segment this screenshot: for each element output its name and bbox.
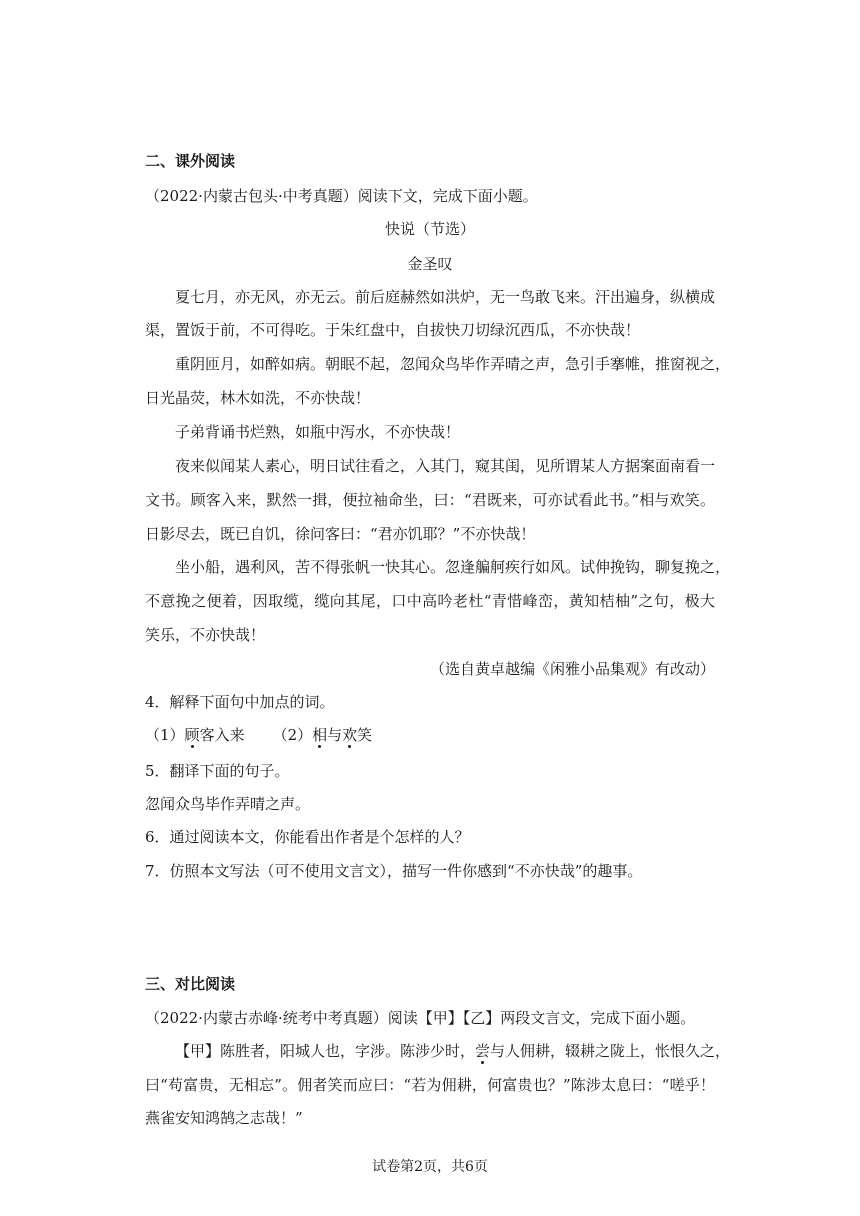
question-5: 5．翻译下面的句子。 — [145, 762, 290, 780]
section-heading-comparison: 三、对比阅读 — [145, 975, 236, 993]
item-number: （2） — [272, 726, 313, 744]
paragraph-line: 笑乐，不亦快哉！ — [145, 626, 266, 644]
paragraph-line — [145, 1041, 731, 1061]
question-6: 6．通过阅读本文，你能看出作者是个怎样的人？ — [145, 828, 470, 846]
page-footer: 试卷第2页，共6页 — [372, 1159, 488, 1175]
paragraph-line: 日光晶荧，林木如洗，不亦快哉！ — [145, 389, 371, 407]
paragraph-line: 重阴匝月，如醉如病。朝眠不起，忽闻众鸟毕作弄晴之声，急引手搴帷，推窗视之， — [175, 355, 731, 373]
text-run: 【甲】陈胜者，阳城人也，字涉。陈涉少时， — [175, 1042, 476, 1060]
dotted-word: 尝 — [475, 1042, 491, 1060]
passage-title: 快说（节选） — [384, 220, 475, 238]
paragraph-line: 坐小船，遇利风，苦不得张帆一快其心。忽逢艑舸疾行如风。试伸挽钩，聊复挽之， — [175, 558, 731, 576]
section-heading-extracurricular: 二、课外阅读 — [145, 152, 236, 170]
question-4-items — [145, 725, 715, 745]
paragraph-line: 燕雀安知鸿鹄之志哉！” — [145, 1109, 303, 1127]
question-4: 4．解释下面句中加点的词。 — [145, 693, 335, 711]
question-source: （2022·内蒙古赤峰·统考中考真题）阅读【甲】【乙】两段文言文，完成下面小题。 — [145, 1009, 696, 1027]
source-note: （选自黄卓越编《闲雅小品集观》有改动） — [429, 660, 715, 678]
paragraph-line: 夏七月，亦无风，亦无云。前后庭赫然如洪炉，无一鸟敢飞来。汗出遍身，纵横成 — [175, 288, 716, 306]
paragraph-line: 日影尽去，既已自饥，徐问客曰：“君亦饥耶？”不亦快哉！ — [145, 525, 536, 543]
item-text: 笑 — [357, 726, 373, 744]
item-number: （1） — [145, 726, 185, 744]
item-text: 与 — [327, 726, 343, 744]
paragraph-line: 渠，置饭于前，不可得吃。于朱红盘中，自拔快刀切绿沉西瓜，不亦快哉！ — [145, 321, 641, 339]
paragraph-line: 文书。顾客入来，默然一揖，便拉袖命坐，曰：“君既来，可亦试看此书。”相与欢笑。 — [145, 491, 715, 509]
paragraph-line: 不意挽之便着，因取缆，缆向其尾，口中高吟老杜“青惜峰峦，黄知桔柚”之句，极大 — [145, 592, 715, 610]
passage-author: 金圣叹 — [407, 255, 453, 273]
paragraph-line: 子弟背诵书烂熟，如瓶中泻水，不亦快哉！ — [175, 423, 461, 441]
dotted-word: 顾 — [184, 726, 200, 744]
text-run: 与人佣耕，辍耕之陇上，怅恨久之， — [490, 1042, 731, 1060]
question-5-sentence: 忽闻众鸟毕作弄晴之声。 — [145, 795, 311, 813]
item-text: 客入来 — [199, 726, 245, 744]
question-7: 7．仿照本文写法（可不使用文言文），描写一件你感到“不亦快哉”的趣事。 — [145, 862, 643, 880]
paragraph-line: 曰“苟富贵，无相忘”。佣者笑而应曰：“若为佣耕，何富贵也？”陈涉太息曰：“嗟乎！ — [145, 1076, 715, 1094]
dotted-word: 相 — [312, 726, 328, 744]
dotted-word: 欢 — [342, 726, 358, 744]
question-source: （2022·内蒙古包头·中考真题）阅读下文，完成下面小题。 — [145, 187, 538, 205]
paragraph-line: 夜来似闻某人素心，明日试往看之，入其门，窥其闺，见所谓某人方据案面南看一 — [175, 457, 716, 475]
